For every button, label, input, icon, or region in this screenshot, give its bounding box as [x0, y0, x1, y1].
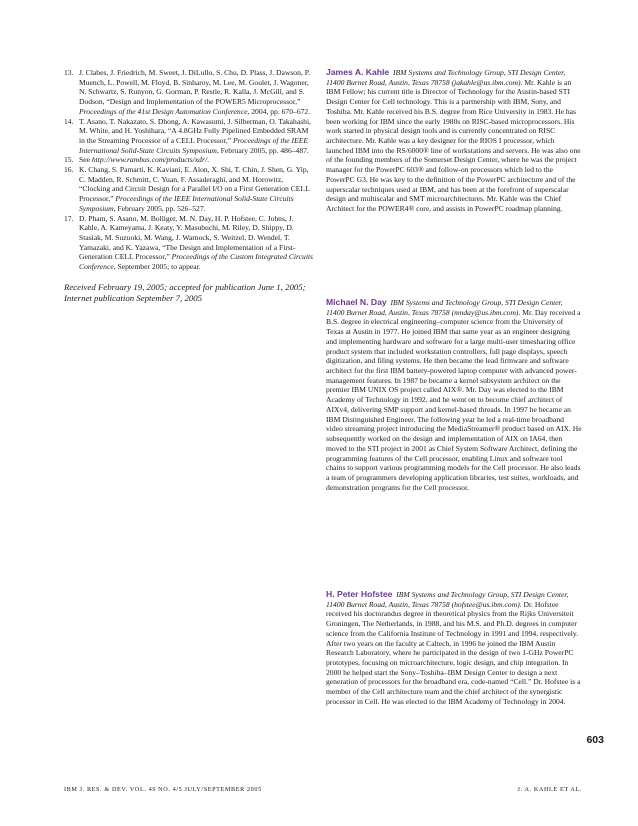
bio-kahle — [326, 68, 582, 214]
journal-footer: IBM J. RES. & DEV. VOL. 49 NO. 4/5 JULY/SEPTEMBER 2005 — [64, 786, 262, 793]
reference-venue: Proceedings of the Custom Integrated Circuits Conference — [79, 252, 314, 272]
reference-text: K. Chang, S. Pamarti, K. Kaviani, E. Alon, X. Shi, T. Chin, J. Shen, G. Yip, C. Madden, R. Schmitt, C. Yuan, F. Assaderaghi, and M. Horowitz, “Clocking and Circuit Design for a Parallel I/O on a First Generation CELL Processor,” — [79, 165, 310, 204]
reference-details: , February 2005, pp. 526–527. — [113, 203, 206, 213]
reference-13 — [64, 68, 314, 117]
author-affiliation: IBM Systems and Technology Group, STI Design Center, 11400 Burnet Road, Austin, Texas 78758 (hofstee@us.ibm.com). — [326, 590, 569, 609]
reference-venue: Proceedings of the IEEE International Solid-State Circuits Symposium — [79, 135, 308, 155]
reference-venue: Proceedings of the IEEE International Solid-State Circuits Symposium — [79, 194, 294, 213]
reference-text: See — [79, 155, 92, 165]
reference-number: 15. — [64, 155, 74, 165]
page-number: 603 — [586, 734, 604, 746]
reference-list — [64, 68, 314, 313]
reference-link[interactable]: http://www.rambus.com/products/xdr/ — [91, 155, 208, 165]
authors-footer: J. A. KAHLE ET AL. — [517, 786, 582, 793]
author-affiliation: IBM Systems and Technology Group, STI Design Center, 11400 Burnet Road, Austin, Texas 78758 (jakahle@us.ibm.com). — [326, 68, 566, 87]
reference-details: , February 2005, pp. 486–487. — [216, 145, 309, 155]
author-biography: Mr. Kahle is an IBM Fellow; his current title is Director of Technology for the Austin-based STI Design Center for Cell technology. This is a partnership with IBM, Sony, and Toshiba. Mr. Kahle received his B.S. degree from Rice University in 1983. He has been working for IBM since the early 1980s on RISC-based microprocessors. His work started in physical design tools and is currently concentrated on RISC architecture. Mr. Kahle was a key designer for the RIOS I processor, which launched IBM into the RS/6000® line of workstations and servers. He was also one of the founding members of the Somerset Design Center, where he was the project manager for the PowerPC 603® and follow-on processors which led to the PowerPC G3. He was key to the definition of the PowerPC architecture and of the superscalar techniques used at IBM, and has been at the forefront of superscalar design and multiscalar and SMT microarchitectures. Mr. Kahle was the Chief Architect for the POWER4® core, and assists in PowerPC roadmap planning. — [326, 77, 581, 214]
reference-text: J. Clabes, J. Friedrich, M. Sweet, J. DiLullo, S. Chu, D. Plass, J. Dawson, P. Muench, L. Powell, M. Floyd, B. Sinharoy, M. Lee, M. Goulet, J. Wagoner, N. Schwartz, S. Runyon, G. Gorman, P. Restle, R. Kalla, J. McGill, and S. Dodson, “Design and Implementation of the POWER5 Microprocessor,” — [79, 68, 310, 107]
reference-text: D. Pham, S. Asano, M. Bolliger, M. N. Day, H. P. Hofstee, C. Johns, J. Kahle, A. Kameyama, J. Keaty, Y. Masubuchi, M. Riley, D. Shippy, D. Stasiak, M. Suzuoki, M. Wang, J. Warnock, S. Weitzel, D. Wendel, T. Yamazaki, and K. Yazawa, “The Design and Implementation of a First-Generation CELL Processor,” — [79, 213, 296, 262]
author-affiliation: IBM Systems and Technology Group, STI Design Center, 11400 Burnet Road, Austin, Texas 78758 (mnday@us.ibm.com). — [326, 298, 563, 317]
reference-14 — [64, 117, 314, 156]
reference-number: 13. — [64, 68, 74, 77]
bio-day — [326, 298, 582, 492]
author-name: James A. Kahle — [326, 67, 390, 77]
reference-15 — [64, 155, 314, 165]
bio-hofstee — [326, 590, 582, 707]
reference-17 — [64, 214, 314, 272]
reference-details: , 2004, pp. 670–672. — [247, 106, 311, 116]
author-biography: Mr. Day received a B.S. degree in electrical engineering–computer science from the University of Texas at Austin in 1977. He joined IBM that same year as an engineer designing and implementing hardware and software for a large multi-user timesharing office product system that included workstation controllers, full page displays, speech digitization, and filing systems. He then became the lead firmware and software architect for the first IBM battery-powered laptop computer with advanced power-management features. In 1987 he became a kernel subsystem architect on the premier IBM UNIX OS project called AIX®. Mr. Day was elected to the IBM Academy of Technology in 1992, and he went on to become chief architect of AIXv4, delivering SMP support and kernel-based threads. In 1997 he became an IBM Distinguished Engineer. The following year he led a real-time broadband video streaming project introducing the MediaStreamer® product based on AIX. He subsequently worked on the design and implementation of AIX on IA64, then moved to the STI project in 2001 as Chief System Software Architect, defining the programming features of the Cell processor, enabling Linux and software tool chains to support various programming models for the Cell processor. He also leads a team of programmers developing application libraries, test suites, workloads, and demonstration programs for the Cell processor. — [326, 307, 582, 492]
reference-venue: Proceedings of the 41st Design Automation Conference — [79, 106, 248, 116]
received-dates: Received February 19, 2005; accepted for publication June 1, 2005; Internet publication September 7, 2005 — [64, 281, 306, 303]
reference-number: 17. — [64, 213, 74, 223]
reference-text: T. Asano, T. Nakazato, S. Dhong, A. Kawasumi, J. Silberman, O. Takahashi, M. White, and H. Yoshihara, “A 4.8GHz Fully Pipelined Embedded SRAM in the Streaming Processor of a CELL Processor,” — [79, 116, 311, 145]
reference-number: 14. — [64, 116, 74, 126]
author-name: H. Peter Hofstee — [326, 589, 393, 599]
reference-details: . — [207, 155, 209, 165]
reference-number: 16. — [64, 165, 74, 175]
author-biography: Dr. Hofstee received his doctorandus degree in theoretical physics from the Rijks Universiteit Groningen, The Netherlands, in 1988, and his M.S. and Ph.D. degrees in computer science from the California Institute of Technology in 1991 and 1994, respectively. After two years on the faculty at Caltech, in 1996 he joined the IBM Austin Research Laboratory, where he participated in the design of two 1-GHz PowerPC prototypes, focusing on microarchitecture, logic design, and chip integration. In 2000 he helped start the Sony–Toshiba–IBM Design Center to design a next generation of processors for the broadband era, code-named “Cell.” Dr. Hofstee is a member of the Cell architecture team and the chief architect of the synergistic processor in Cell. He was elected to the IBM Academy of Technology in 2004. — [326, 599, 581, 706]
author-name: Michael N. Day — [326, 297, 387, 307]
reference-16 — [64, 165, 314, 214]
reference-details: , September 2005; to appear. — [113, 262, 201, 272]
